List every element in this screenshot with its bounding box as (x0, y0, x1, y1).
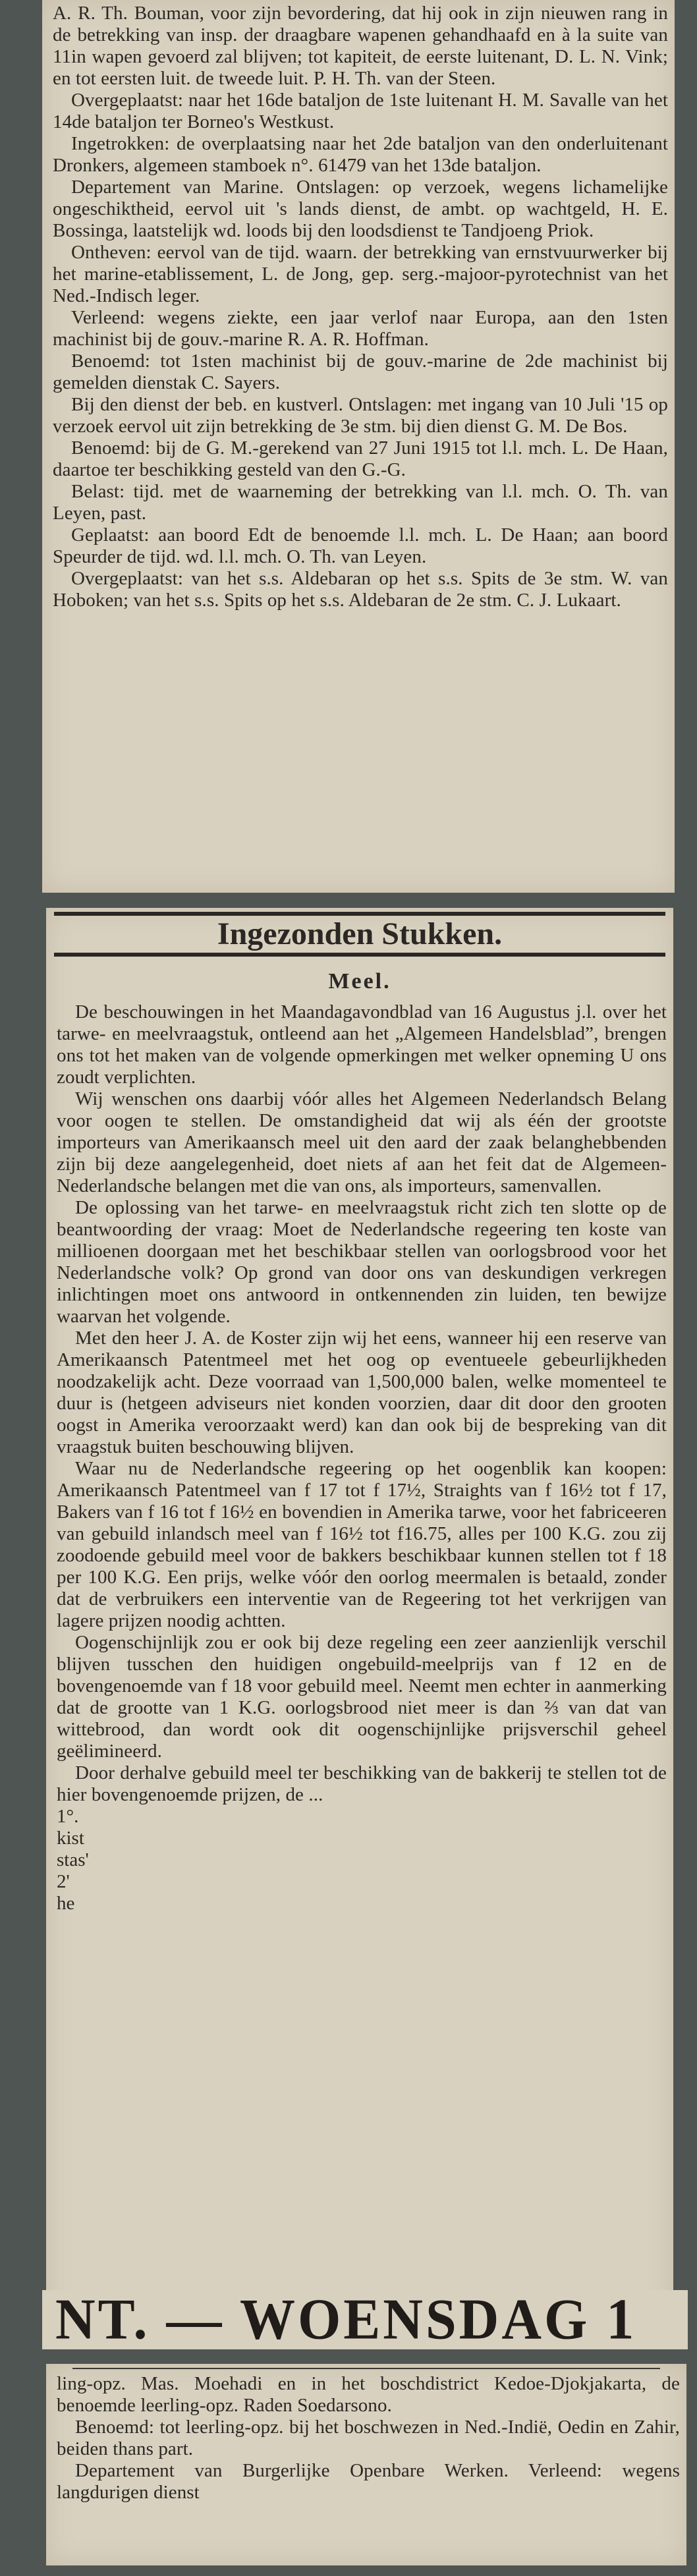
masthead-strip (42, 2290, 688, 2349)
article-paragraph: Met den heer J. A. de Koster zijn wij het eens, wanneer hij een reserve van Amerikaansch Patentmeel met het oog op eventueele gebeurlijkheden noodzakelijk acht. Deze voorraad van 1,500,000 balen, welke momenteel te duur is (hetgeen adviseurs niet konden voorzien, daar dit door den grooten oogst in Amerika veroorzaakt werd) kan dan ook bij de bespreking van dit vraagstuk buiten beschouwing blijven. (57, 1328, 667, 1457)
article-paragraph: Wij wenschen ons daarbij vóór alles het Algemeen Nederlandsch Belang voor oogen te stellen. De omstandigheid dat wij als één der grootste importeurs van Amerikaansch meel uit den aard der zaak belanghebbenden zijn bij deze aangelegenheid, doet niets af aan het feit dat de Algemeen-Nederlandsche belangen met die van ons, als importeurs, samenvallen. (57, 1088, 667, 1196)
paragraph: Departement van Marine. Ontslagen: op verzoek, wegens lichamelijke ongeschiktheid, eervol uit 's lands dienst, de ambt. op wachtgeld, H. E. Bossinga, laatstelijk wd. loods bij den loodsdienst te Tandjoeng Priok. (53, 177, 668, 241)
paragraph: Benoemd: bij de G. M.-gerekend van 27 Juni 1915 tot l.l. mch. L. De Haan, daartoe ter beschikking gesteld van den G.-G. (53, 437, 668, 480)
cut-fragments (46, 1806, 673, 1915)
article-paragraph: Waar nu de Nederlandsche regeering op het oogenblik kan koopen: Amerikaansch Patentmeel van f 17 tot f 17½, Straights van f 16½ tot f 17, Bakers van f 16 tot f 16½ en bovendien in Amerika tarwe, voor het fabriceeren van gebuild inlandsch meel van f 16½ tot f16.75, alles per 100 K.G. zou zij zoodoende gebuild meel voor de bakkers beschikbaar kunnen stellen tot f 18 per 100 K.G. Een prijs, welke vóór den oorlog meermalen is betaald, zonder dat de verbruikers een interventie van de Regeering tot het verkrijgen van lagere prijzen noodig achtten. (57, 1458, 667, 1631)
article-paragraph: De beschouwingen in het Maandagavondblad van 16 Augustus j.l. over het tarwe- en meelvraagstuk, ontleend aan het „Algemeen Handelsblad”, brengen ons tot het maken van de volgende opmerkingen met welker opneming U ons zoudt verplichten. (57, 1001, 667, 1088)
column-rule (72, 2368, 660, 2369)
paragraph: Overgeplaatst: naar het 16de bataljon de 1ste luitenant H. M. Savalle van het 14de bataljon ter Borneo's Westkust. (53, 90, 668, 132)
fragment: 1°. (57, 1806, 79, 1827)
paragraph: ling-opz. Mas. Moehadi en in het boschdistrict Kedoe-Djokjakarta, de benoemde leerling-opz. Raden Soedarsono. (57, 2373, 680, 2416)
article-paragraph: Door derhalve gebuild meel ter beschikking van de bakkerij te stellen tot de hier bovengenoemde prijzen, de ... (57, 1762, 667, 1805)
masthead-text: NT. — WOENSDAG 1 (55, 2290, 637, 2349)
bottom-column-clipping (46, 2364, 686, 2565)
paragraph: Benoemd: tot leerling-opz. bij het boschwezen in Ned.-Indië, Oedin en Zahir, beiden thans part. (57, 2417, 680, 2459)
paragraph: Geplaatst: aan boord Edt de benoemde l.l. mch. L. De Haan; aan boord Speurder de tijd. wd. l.l. mch. O. Th. van Leyen. (53, 524, 668, 567)
section-rule (54, 953, 665, 957)
fragment: he (57, 1893, 75, 1914)
paragraph: Belast: tijd. met de waarneming der betrekking van l.l. mch. O. Th. van Leyen, past. (53, 481, 668, 524)
paragraph: A. R. Th. Bouman, voor zijn bevordering, dat hij ook in zijn nieuwen rang in de betrekking van insp. der draagbare wapenen gehandhaafd en à la suite van 11in wapen gevoerd zal blijven; tot kapiteit, de eerste luitenant, D. L. N. Vink; en tot eersten luit. de tweede luit. P. H. Th. van der Steen. (53, 3, 668, 89)
fragment: stas' (57, 1849, 89, 1870)
paragraph: Ingetrokken: de overplaatsing naar het 2de bataljon van den onderluitenant Dronkers, algemeen stamboek n°. 61479 van het 13de bataljon. (53, 133, 668, 176)
article-clipping (46, 908, 673, 2330)
fragment: 2' (57, 1871, 70, 1892)
paragraph: Departement van Burgerlijke Openbare Werken. Verleend: wegens langdurigen dienst (57, 2460, 680, 2503)
article-paragraph: Oogenschijnlijk zou er ook bij deze regeling een zeer aanzienlijk verschil blijven tusschen den huidigen ongebuild-meelprijs van f 12 en de bovengenoemde van f 18 voor gebuild meel. Neemt men echter in aanmerking dat de grootte van 1 K.G. oorlogsbrood niet meer is dan ⅔ van dat van wittebrood, dan wordt ook dit oogenschijnlijke prijsverschil geheel geëlimineerd. (57, 1632, 667, 1762)
section-heading: Ingezonden Stukken. (217, 916, 503, 951)
paragraph: Ontheven: eervol van de tijd. waarn. der betrekking van ernstvuurwerker bij het marine-etablissement, L. de Jong, gep. serg.-majoor-pyrotechnist van het Ned.-Indisch leger. (53, 242, 668, 306)
top-column-clipping (42, 0, 675, 893)
clipping-gap (0, 893, 697, 908)
paragraph: Overgeplaatst: van het s.s. Aldebaran op het s.s. Spits de 3e stm. W. van Hoboken; van het s.s. Spits op het s.s. Aldebaran de 2e stm. C. J. Lukaart. (53, 568, 668, 611)
fragment: kist (57, 1828, 84, 1849)
article-paragraph: De oplossing van het tarwe- en meelvraagstuk richt zich ten slotte op de beantwoording der vraag: Moet de Nederlandsche regeering ten koste van millioenen doorgaan met het beschikbaar stellen van oorlogsbrood voor het Nederlandsche volk? Op grond van door ons van deskundigen verkregen inlichtingen moet ons antwoord in ontkennenden zin luiden, ten bewijze waarvan het volgende. (57, 1197, 667, 1327)
paragraph: Bij den dienst der beb. en kustverl. Ontslagen: met ingang van 10 Juli '15 op verzoek eervol uit zijn betrekking de 3e stm. bij dien dienst G. M. De Bos. (53, 394, 668, 437)
paragraph: Benoemd: tot 1sten machinist bij de gouv.-marine de 2de machinist bij gemelden dienstak C. Sayers. (53, 350, 668, 393)
paragraph: Verleend: wegens ziekte, een jaar verlof naar Europa, aan den 1sten machinist bij de gouv.-marine R. A. R. Hoffman. (53, 307, 668, 350)
article-title: Meel. (328, 969, 391, 994)
